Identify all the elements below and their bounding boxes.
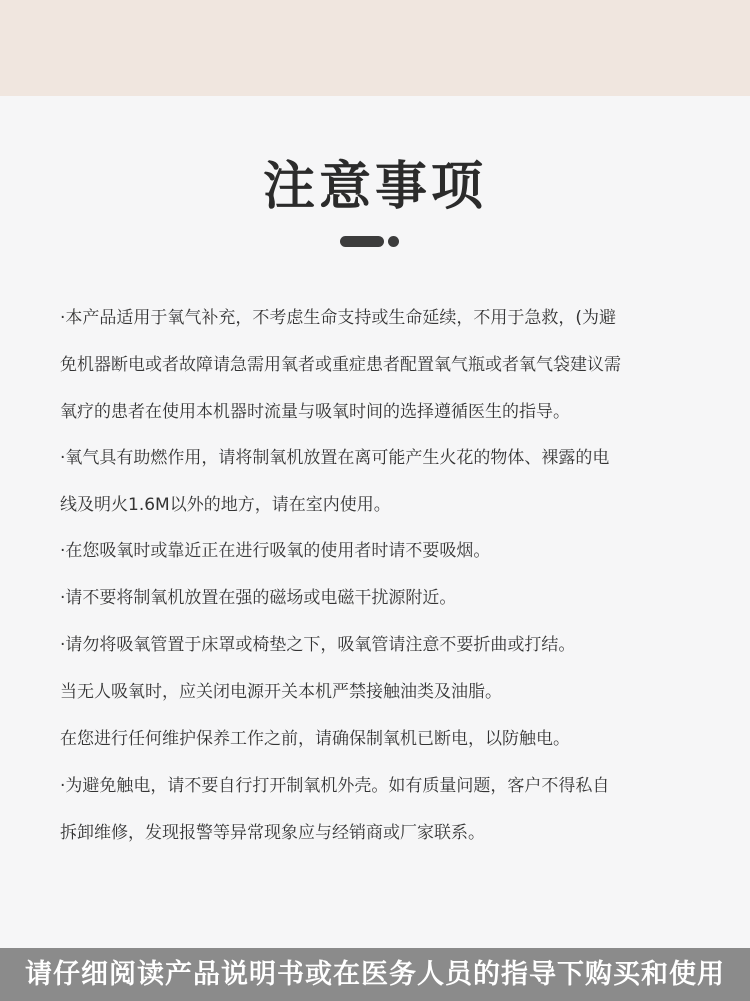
top-decor-band [0, 0, 750, 96]
divider-dot [388, 236, 399, 247]
note-paragraph: ·氧气具有助燃作用，请将制氧机放置在离可能产生火花的物体、裸露的电 线及明火1.6M以外的地方，请在室内使用。 [60, 448, 610, 515]
note-paragraph: ·在您吸氧时或靠近正在进行吸氧的使用者时请不要吸烟。 [60, 541, 491, 561]
note-paragraph: ·本产品适用于氧气补充，不考虑生命支持或生命延续，不用于急救，(为避 免机器断电或者故障请急需用氧者或重症患者配置氧气瓶或者氧气袋建议需 氧疗的患者在使用本机器时流量与吸氧时间的选择遵循医生的指导。 [60, 308, 621, 422]
note-paragraph: 在您进行任何维护保养工作之前，请确保制氧机已断电，以防触电。 [60, 729, 570, 749]
divider-pill [340, 236, 384, 247]
note-paragraph: ·为避免触电，请不要自行打开制氧机外壳。如有质量问题，客户不得私自 拆卸维修，发现报警等异常现象应与经销商或厂家联系。 [60, 776, 610, 843]
footer-banner: 请仔细阅读产品说明书或在医务人员的指导下购买和使用 [0, 948, 750, 1001]
note-paragraph: ·请勿将吸氧管置于床罩或椅垫之下，吸氧管请注意不要折曲或打结。 [60, 635, 576, 655]
note-paragraph: 当无人吸氧时，应关闭电源开关本机严禁接触油类及油脂。 [60, 682, 502, 702]
title-divider [340, 236, 402, 248]
page-title: 注意事项 [262, 156, 487, 217]
note-paragraph: ·请不要将制氧机放置在强的磁场或电磁干扰源附近。 [60, 588, 457, 608]
